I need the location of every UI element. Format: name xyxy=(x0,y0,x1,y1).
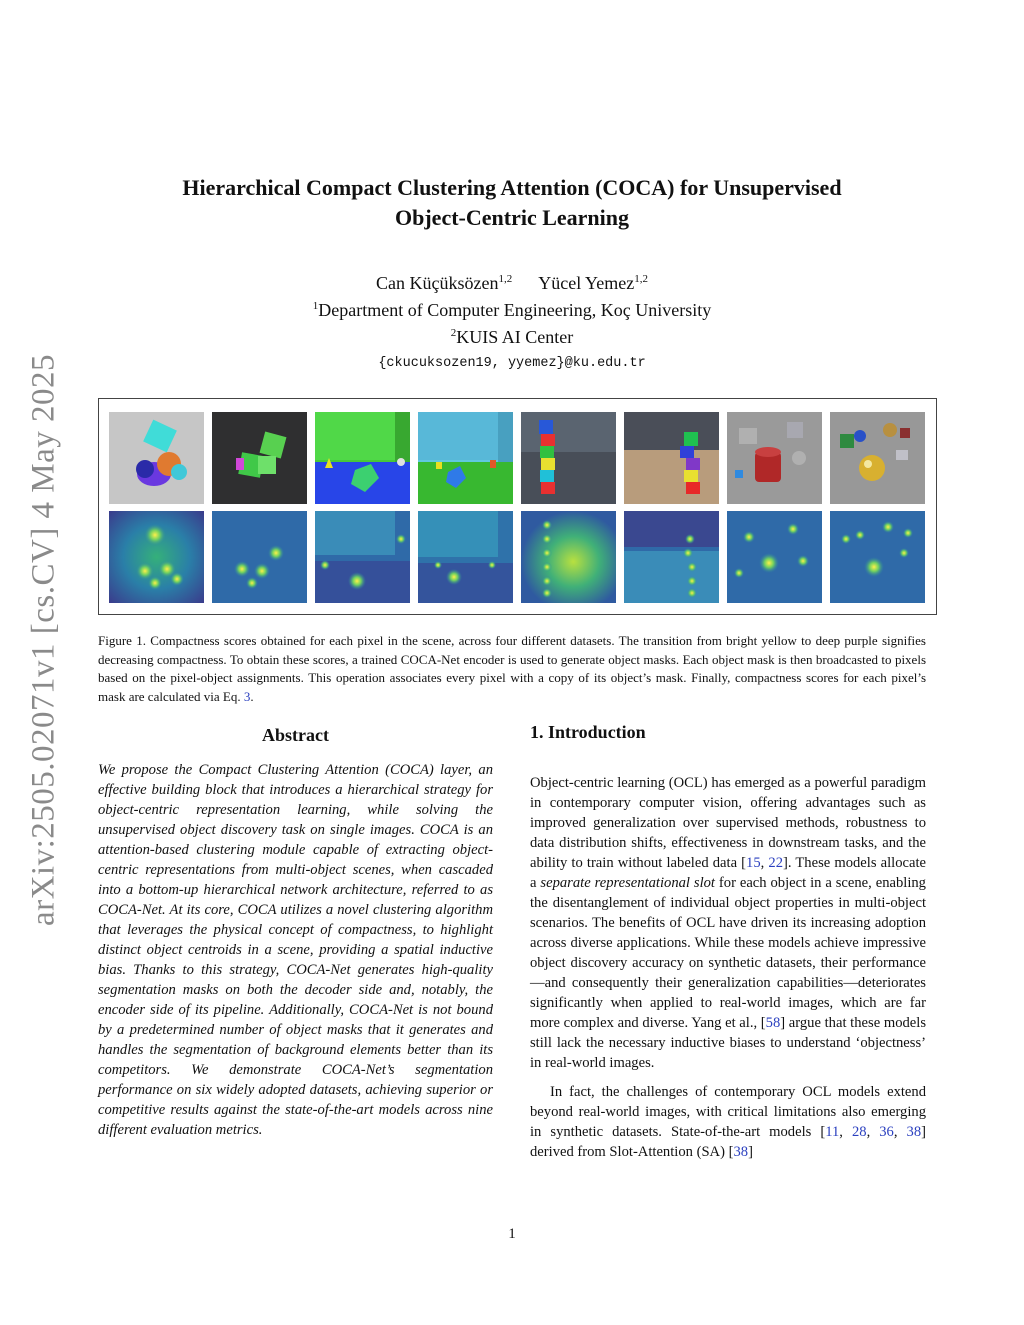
citation-link[interactable]: 15 xyxy=(746,855,761,871)
title-line-2: Object-Centric Learning xyxy=(395,205,629,230)
compactness-map xyxy=(315,511,410,603)
introduction-column xyxy=(530,722,926,1162)
page-number: 1 xyxy=(508,1226,516,1242)
compactness-map xyxy=(109,511,204,603)
intro-paragraph-2: In fact, the challenges of contemporary OCL models extend beyond real-world images, with critical limitations also emerging in synthetic datasets. State-of-the-art models [11, 28, 36, 38] derived from Slot-Attention (SA) [38] xyxy=(530,1084,926,1160)
compactness-map xyxy=(624,511,719,603)
affiliation-2: $^2$KUIS AI Center xyxy=(450,327,574,347)
figure-1 xyxy=(98,398,937,615)
section-heading: 1. Introduction xyxy=(530,722,646,742)
scene-image xyxy=(624,412,719,504)
author-1-affil: 1,2 xyxy=(498,273,513,285)
citation-link[interactable]: 38 xyxy=(733,1144,749,1160)
citation-link[interactable]: 11 xyxy=(825,1124,840,1140)
paper-title xyxy=(100,173,924,233)
scene-image xyxy=(830,412,925,504)
citation-link[interactable]: 28 xyxy=(851,1124,867,1140)
compactness-map xyxy=(830,511,925,603)
citation-link[interactable]: 36 xyxy=(879,1124,894,1140)
citation-link[interactable]: 58 xyxy=(765,1015,781,1031)
abstract-text: We propose the Compact Clustering Attention (COCA) layer, an effective building block that introduces a hierarchical strategy for object-centric representation learning, while solving the unsupervised object discovery task on single images. COCA is an attention-based clustering module capable of extracting object-centric representations from multi-object scenes, when cascaded into a bottom-up hierarchical network architecture, referred to as COCA-Net. At its core, COCA utilizes a novel clustering algorithm that leverages the physical concept of compactness, to highlight distinct object centroids in a scene, providing a spatial inductive bias. Thanks to this strategy, COCA-Net generates high-quality segmentation masks on both the decoder side and, notably, the encoder side of its pipeline. Additionally, COCA-Net is not bound by a predetermined number of object masks that it generates and handles the segmentation of background elements better than its competitors. We demonstrate COCA-Net’s segmentation performance on six widely adopted datasets, achieving superior or competitive results against the state-of-the-art models across nine different evaluation metrics. xyxy=(98,762,493,1138)
scene-image xyxy=(727,412,822,504)
author-names xyxy=(100,268,924,295)
compactness-map xyxy=(418,511,513,603)
intro-paragraph-1: Object-centric learning (OCL) has emerged as a powerful paradigm in contemporary computer vision, offering advantages such as improved generalization over supervised methods, robustness to data distribution shifts, effectiveness in downstream tasks, and the ability to train without labeled data [15, 22]. These models allocate a separate representational slot for each object in a scene, enabling the disentanglement of individual object properties in multi-object scenarios. The benefits of OCL have driven its increasing adoption across diverse applications. While these models achieve impressive object discovery accuracy on synthetic datasets, their performance—and consequently their generalization capabilities—deteriorates significantly when applied to real-world images, which are far more complex and diverse. Yang et al., [58] argue that these models still lack the necessary inductive biases to understand ‘objectness’ in real-world images. xyxy=(530,775,927,1071)
compactness-map xyxy=(727,511,822,603)
figure-caption: Figure 1. Compactness scores obtained for each pixel in the scene, across four different datasets. The transition from bright yellow to deep purple signifies decreasing compactness. To obtain these scores, a trained COCA-Net encoder is used to generate object masks. Each object mask is then broadcasted to pixels based on the pixel-object assignments. This operation associates every pixel with a copy of its object’s mask. Finally, compactness scores for each pixel’s mask are calculated via Eq. 3. xyxy=(98,633,926,704)
scene-image xyxy=(315,412,410,504)
abstract-heading: Abstract xyxy=(262,725,329,745)
scene-image xyxy=(521,412,616,504)
author-2: Yücel Yemez xyxy=(538,273,635,293)
author-2-affil: 1,2 xyxy=(634,273,648,285)
title-line-1: Hierarchical Compact Clustering Attention (COCA) for Unsupervised xyxy=(182,175,842,200)
arxiv-identifier: arXiv:2505.02071v1 [cs.CV] 4 May 2025 xyxy=(25,353,62,927)
author-block xyxy=(100,268,924,375)
author-1: Can Küçüksözen xyxy=(376,273,499,293)
compactness-map xyxy=(212,511,307,603)
author-email: {ckucuksozen19, yyemez}@ku.edu.tr xyxy=(378,356,646,371)
citation-link[interactable]: 22 xyxy=(768,855,784,871)
citation-link[interactable]: 38 xyxy=(906,1124,922,1140)
abstract-column xyxy=(98,725,493,1140)
scene-image xyxy=(109,412,204,504)
scene-image xyxy=(212,412,307,504)
compactness-map xyxy=(521,511,616,603)
scene-image xyxy=(418,412,513,504)
equation-reference[interactable]: 3 xyxy=(243,688,251,704)
affiliation-1: $^1$Department of Computer Engineering, Koç University xyxy=(312,300,712,320)
